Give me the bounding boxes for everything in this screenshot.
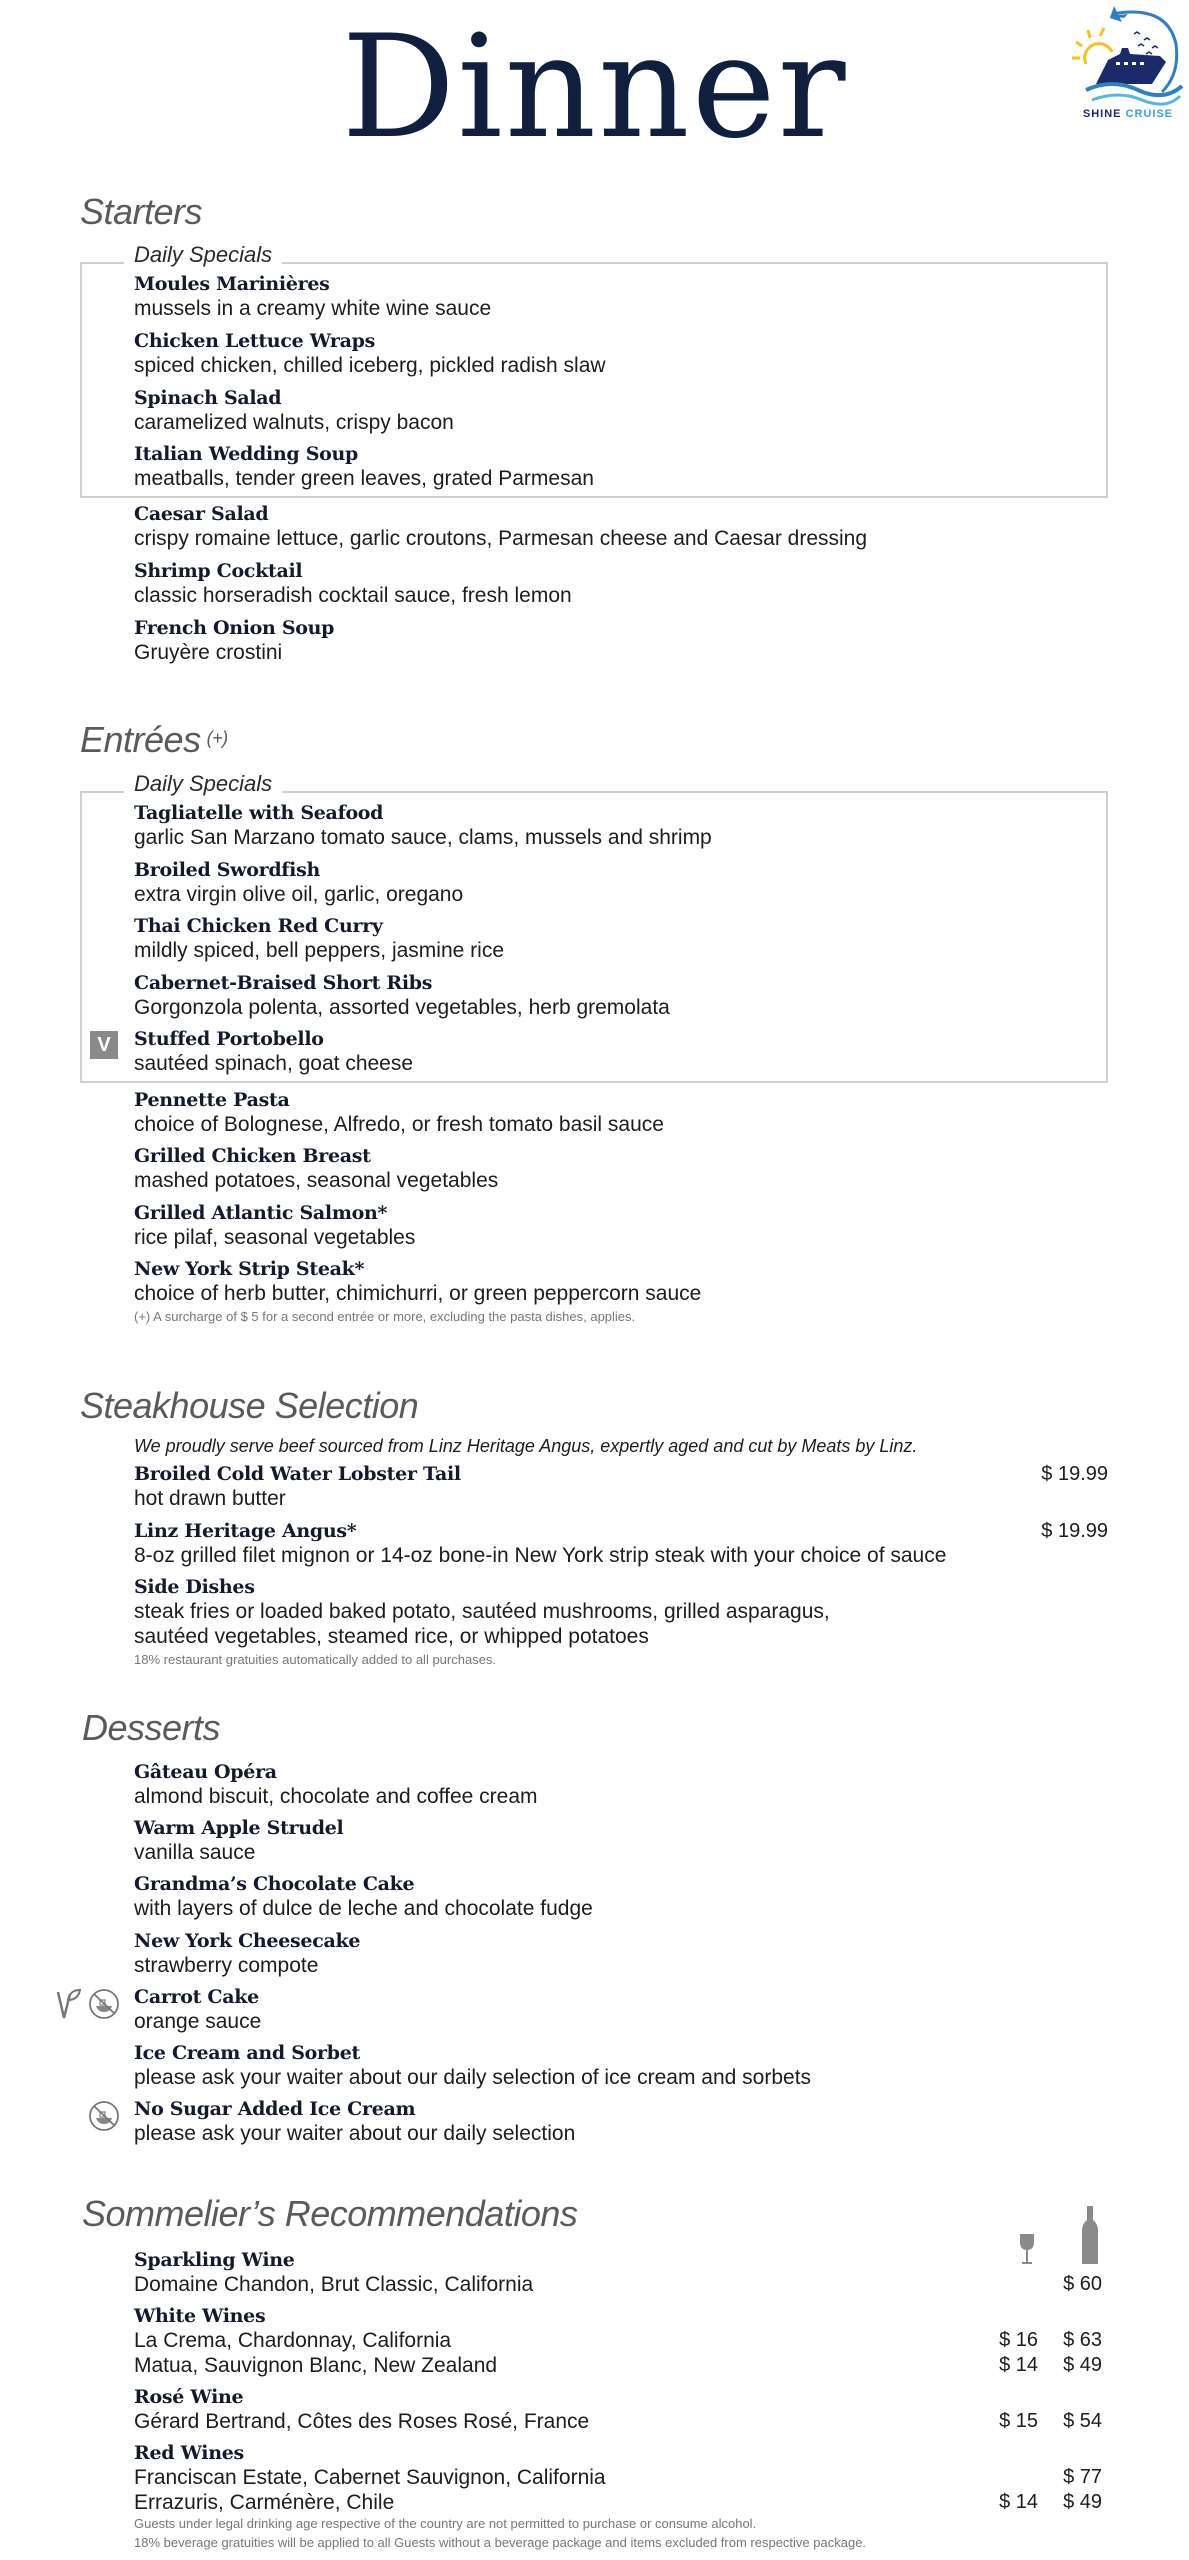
steakhouse-intro: We proudly serve beef sourced from Linz Heritage Angus, expertly aged and cut by Meats by Linz. <box>134 1436 918 1456</box>
menu-item: Moules Marinières mussels in a creamy white wine sauce <box>134 273 492 320</box>
shine-cruise-logo <box>1072 4 1184 128</box>
price: $ 19.99 <box>1041 1463 1108 1485</box>
menu-item: Grilled Atlantic Salmon* rice pilaf, seasonal vegetables <box>134 1202 416 1249</box>
menu-item: Grandma’s Chocolate Cake with layers of dulce de leche and chocolate fudge <box>134 1873 593 1920</box>
bottle-price: $ 63 <box>1063 2329 1102 2351</box>
glass-price: $ 14 <box>999 2491 1038 2513</box>
menu-item: New York Strip Steak* choice of herb butter, chimichurri, or green peppercorn sauce <box>134 1258 702 1305</box>
starters-specials-label: Daily Specials <box>124 242 282 268</box>
wine-bottle-icon <box>1080 2206 1100 2264</box>
surcharge-mark: (+) <box>206 728 228 748</box>
no-sugar-icon <box>88 1988 120 2020</box>
vegan-leaf-icon <box>56 1988 82 2022</box>
wine-group: Rosé Wine Gérard Bertrand, Côtes des Roses Rosé, France <box>134 2386 590 2433</box>
menu-item: Pennette Pasta choice of Bolognese, Alfredo, or fresh tomato basil sauce <box>134 1089 664 1136</box>
beverage-gratuity-footnote: 18% beverage gratuities will be applied to all Guests without a beverage package and items excluded from respective package. <box>134 2535 867 2550</box>
menu-item: Cabernet-Braised Short Ribs Gorgonzola polenta, assorted vegetables, herb gremolata <box>134 972 670 1019</box>
page-title: Dinner <box>341 5 848 170</box>
entrees-specials-label: Daily Specials <box>124 771 282 797</box>
menu-item: Shrimp Cocktail classic horseradish cocktail sauce, fresh lemon <box>134 560 572 607</box>
entrees-footnote: (+) A surcharge of $ 5 for a second entrée or more, excluding the pasta dishes, applies. <box>134 1309 636 1324</box>
section-heading-starters: Starters <box>80 191 203 232</box>
menu-item: Italian Wedding Soup meatballs, tender green leaves, grated Parmesan <box>134 443 594 490</box>
vegetarian-badge-icon: V <box>90 1031 118 1059</box>
menu-item: Chicken Lettuce Wraps spiced chicken, chilled iceberg, pickled radish slaw <box>134 330 606 377</box>
menu-item: Broiled Cold Water Lobster Tail hot drawn butter <box>134 1463 461 1510</box>
menu-item: Stuffed Portobello sautéed spinach, goat cheese <box>134 1028 414 1075</box>
menu-item: Warm Apple Strudel vanilla sauce <box>134 1817 344 1864</box>
menu-item: Ice Cream and Sorbet please ask your waiter about our daily selection of ice cream and sorbets <box>134 2042 812 2089</box>
wine-group: Sparkling Wine Domaine Chandon, Brut Classic, California <box>134 2249 534 2296</box>
bottle-price: $ 49 <box>1063 2354 1102 2376</box>
menu-item: Side Dishes steak fries or loaded baked potato, sautéed mushrooms, grilled asparagus, sautéed vegetables, steamed rice, or whipped potatoes <box>134 1576 830 1648</box>
menu-item: Broiled Swordfish extra virgin olive oil, garlic, oregano <box>134 859 464 906</box>
bottle-price: $ 54 <box>1063 2410 1102 2432</box>
menu-item: Gâteau Opéra almond biscuit, chocolate and coffee cream <box>134 1761 538 1808</box>
price: $ 19.99 <box>1041 1520 1108 1542</box>
wine-group: Red Wines Franciscan Estate, Cabernet Sauvignon, California Errazuris, Carménère, Chile <box>134 2442 606 2514</box>
section-heading-entrees: Entrées (+) <box>80 719 228 760</box>
wine-group: White Wines La Crema, Chardonnay, California Matua, Sauvignon Blanc, New Zealand <box>134 2305 498 2377</box>
bottle-price: $ 49 <box>1063 2491 1102 2513</box>
alcohol-age-footnote: Guests under legal drinking age respective of the country are not permitted to purchase or consume alcohol. <box>134 2516 757 2531</box>
menu-item: New York Cheesecake strawberry compote <box>134 1930 361 1977</box>
menu-item: Spinach Salad caramelized walnuts, crispy bacon <box>134 387 454 434</box>
steakhouse-footnote: 18% restaurant gratuities automatically added to all purchases. <box>134 1652 497 1667</box>
section-heading-desserts: Desserts <box>82 1707 221 1748</box>
bottle-price: $ 60 <box>1063 2273 1102 2295</box>
menu-item: Tagliatelle with Seafood garlic San Marzano tomato sauce, clams, mussels and shrimp <box>134 802 712 849</box>
menu-item: Thai Chicken Red Curry mildly spiced, bell peppers, jasmine rice <box>134 915 504 962</box>
logo-text: SHINE CRUISE <box>1082 108 1174 120</box>
no-sugar-icon <box>88 2100 120 2132</box>
menu-item: Grilled Chicken Breast mashed potatoes, seasonal vegetables <box>134 1145 499 1192</box>
glass-price: $ 15 <box>999 2410 1038 2432</box>
menu-item: Carrot Cake orange sauce <box>134 1986 262 2033</box>
bottle-price: $ 77 <box>1063 2466 1102 2488</box>
cruise-ship-logo-icon <box>1072 4 1184 108</box>
menu-item: No Sugar Added Ice Cream please ask your waiter about our daily selection <box>134 2098 576 2145</box>
section-heading-steakhouse: Steakhouse Selection <box>80 1385 419 1426</box>
glass-price: $ 14 <box>999 2354 1038 2376</box>
glass-price: $ 16 <box>999 2329 1038 2351</box>
menu-item: French Onion Soup Gruyère crostini <box>134 617 335 664</box>
menu-item: Linz Heritage Angus* 8-oz grilled filet mignon or 14-oz bone-in New York strip steak with your choice of sauce <box>134 1520 947 1567</box>
section-heading-sommelier: Sommelier’s Recommendations <box>82 2193 578 2234</box>
menu-item: Caesar Salad crispy romaine lettuce, garlic croutons, Parmesan cheese and Caesar dressing <box>134 503 868 550</box>
